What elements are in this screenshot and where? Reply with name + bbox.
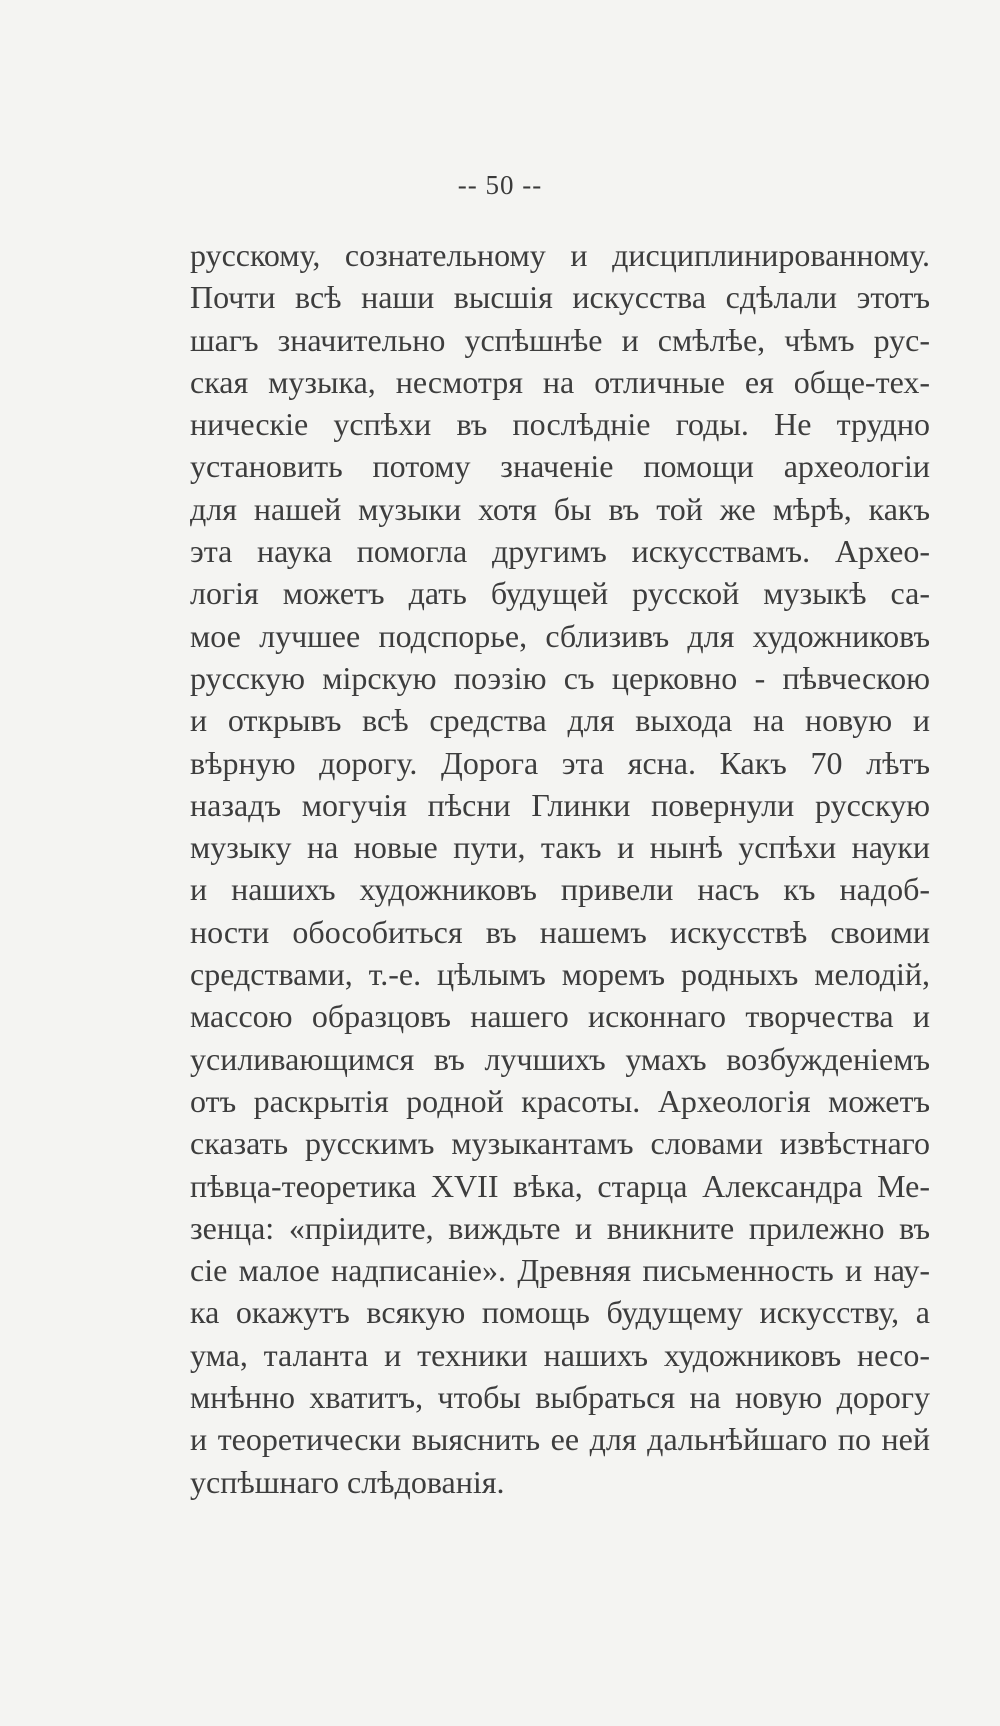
- text-line: мое лучшее подспорье, сблизивъ для художниковъ: [190, 617, 930, 654]
- text-line: русскому, сознательному и дисциплинированному.: [190, 237, 930, 273]
- text-line: для нашей музыки хотя бы въ той же мѣрѣ, какъ: [190, 490, 930, 527]
- text-line: музыку на новые пути, такъ и нынѣ успѣхи науки: [190, 829, 930, 866]
- page-number: -- 50 --: [457, 170, 543, 200]
- text-line: отъ раскрытія родной красоты. Археологія можетъ: [190, 1082, 930, 1119]
- text-line: ума, таланта и техники нашихъ художниковъ несо-: [190, 1336, 930, 1373]
- text-line: ка окажутъ всякую помощь будущему искусству, а: [190, 1294, 930, 1331]
- text-line: ская музыка, несмотря на отличные ея обще-тех-: [190, 363, 930, 400]
- text-line: вѣрную дорогу. Дорога эта ясна. Какъ 70 лѣтъ: [190, 744, 930, 781]
- text-line: массою образцовъ нашего исконнаго творчества и: [190, 998, 930, 1035]
- text-line: зенца: «пріидите, виждьте и вникните прилежно въ: [190, 1209, 930, 1246]
- text-line: и нашихъ художниковъ привели насъ къ надоб-: [190, 871, 930, 908]
- text-line: успѣшнаго слѣдованія.: [190, 1463, 505, 1500]
- text-line: установить потому значеніе помощи археологіи: [190, 448, 930, 485]
- text-line: ническіе успѣхи въ послѣдніе годы. Не трудно: [190, 406, 930, 443]
- text-line: ности обособиться въ нашемъ искусствѣ своими: [190, 913, 930, 950]
- text-line: усиливающимся въ лучшихъ умахъ возбужденіемъ: [190, 1040, 930, 1077]
- text-line: и теоретически выяснить ее для дальнѣйшаго по ней: [190, 1421, 930, 1458]
- text-line: назадъ могучія пѣсни Глинки повернули русскую: [190, 786, 930, 823]
- body-text: [190, 234, 930, 1503]
- text-line: логія можетъ дать будущей русской музыкѣ са-: [190, 575, 930, 612]
- text-line: русскую мірскую поэзію съ церковно - пѣвческою: [190, 659, 930, 696]
- text-line: Почти всѣ наши высшія искусства сдѣлали этотъ: [190, 279, 930, 316]
- text-line: сіе малое надписаніе». Древняя письменность и нау-: [190, 1252, 930, 1289]
- text-line: шагъ значительно успѣшнѣе и смѣлѣе, чѣмъ рус-: [190, 321, 930, 358]
- text-line: пѣвца-теоретика XVII вѣка, старца Александра Ме-: [190, 1167, 930, 1204]
- text-line: эта наука помогла другимъ искусствамъ. Архео-: [190, 533, 930, 570]
- text-line: сказать русскимъ музыкантамъ словами извѣстнаго: [190, 1125, 930, 1162]
- text-line: и открывъ всѣ средства для выхода на новую и: [190, 702, 930, 739]
- text-line: мнѣнно хватитъ, чтобы выбраться на новую дорогу: [190, 1379, 930, 1416]
- text-line: средствами, т.-е. цѣлымъ моремъ родныхъ мелодій,: [190, 956, 930, 993]
